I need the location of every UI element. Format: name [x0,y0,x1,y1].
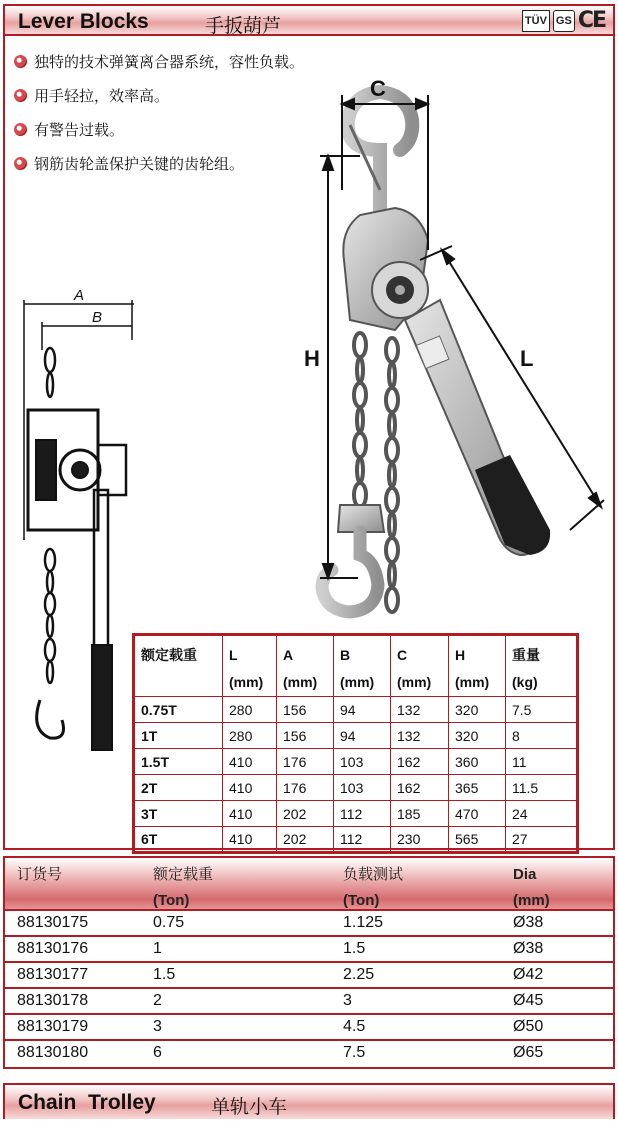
spec-cell: 176 [277,749,334,775]
order-cell: Ø45 [513,992,544,1009]
spec-cell: 202 [277,801,334,827]
dim-label-h: H [304,346,320,371]
dim-label-c: C [370,76,386,101]
spec-cell: 6T [134,827,223,853]
spec-header-unit: (kg) [512,674,538,690]
spec-cell: 280 [223,697,277,723]
table-row [5,935,613,961]
spec-cell: 103 [334,749,391,775]
spec-cell: 103 [334,775,391,801]
dimension-labels-side [73,287,102,326]
table-row [5,1013,613,1039]
spec-cell: 410 [223,827,277,853]
section-title-en: Lever Blocks [18,10,149,33]
spec-header-unit: (mm) [229,674,264,690]
spec-cell: 320 [449,723,506,749]
spec-cell: 24 [506,801,578,827]
order-header-unit: (Ton) [153,892,190,909]
order-header-cell [343,862,403,914]
order-cell: Ø50 [513,1018,544,1035]
spec-cell: 365 [449,775,506,801]
section-header [5,1085,613,1119]
order-cell: 1 [153,940,162,957]
order-header-name: 负载测试 [343,866,404,883]
table-row [5,987,613,1013]
spec-cell: 230 [391,827,449,853]
order-cell: 88130178 [17,992,89,1009]
spec-header-cell [134,635,223,697]
spec-cell: 27 [506,827,578,853]
spec-cell: 410 [223,775,277,801]
dim-label-l: L [520,346,534,371]
order-cell: 1.5 [343,940,366,957]
gs-mark-text: GS [555,14,572,27]
spec-cell: 410 [223,801,277,827]
section-title-zh: 手扳葫芦 [205,16,282,37]
order-cell: 3 [153,1018,162,1035]
table-row [134,697,578,723]
spec-cell: 320 [449,697,506,723]
feature-text: 钢筋齿轮盖保护关键的齿轮组。 [34,155,245,173]
spec-cell: 410 [223,749,277,775]
order-cell: 6 [153,1044,162,1061]
order-cell: 0.75 [153,914,185,931]
spec-cell: 112 [334,827,391,853]
section-title-en: Chain Trolley [18,1091,156,1114]
order-cell: 2.25 [343,966,375,983]
order-cell: 7.5 [343,1044,366,1061]
spec-header-name: 重量 [512,647,540,663]
order-cell: 88130175 [17,914,89,931]
spec-cell: 94 [334,723,391,749]
spec-header-name: C [397,647,408,663]
spec-cell: 2T [134,775,223,801]
spec-header-cell [391,635,449,697]
tuv-mark-text: TÜV [524,14,547,27]
order-cell: 2 [153,992,162,1009]
feature-text: 用手轻拉，效率高。 [34,87,170,105]
table-row [5,909,613,935]
spec-header-cell [449,635,506,697]
spec-header-unit: (mm) [397,674,432,690]
table-row [134,827,578,853]
spec-header-name: A [283,647,294,663]
spec-cell: 11 [506,749,578,775]
order-table [3,856,615,1069]
table-row [5,961,613,987]
feature-text: 有警告过载。 [34,121,125,139]
table-row [134,723,578,749]
spec-header-unit: (mm) [340,674,375,690]
section-title-zh: 单轨小车 [211,1097,288,1118]
order-cell: Ø38 [513,940,544,957]
spec-cell: 132 [391,697,449,723]
spec-header-unit: (mm) [283,674,318,690]
spec-cell: 132 [391,723,449,749]
table-row [5,1039,613,1065]
order-header-name: Dia [513,866,537,883]
table-row [134,775,578,801]
spec-header-name: L [229,647,238,663]
order-table-header [5,858,613,910]
spec-cell: 0.75T [134,697,223,723]
spec-table [132,633,579,854]
spec-cell: 280 [223,723,277,749]
spec-cell: 112 [334,801,391,827]
spec-header-name: H [455,647,466,663]
order-header-unit: (Ton) [343,892,380,909]
spec-header-name: 额定载重 [141,647,197,663]
spec-cell: 156 [277,723,334,749]
side-view-drawing [24,300,134,750]
order-header-cell [17,862,62,888]
order-cell: 88130179 [17,1018,89,1035]
spec-cell: 8 [506,723,578,749]
order-header-name: 额定载重 [153,866,214,883]
order-cell: 1.5 [153,966,176,983]
spec-header-cell [277,635,334,697]
order-cell: Ø38 [513,914,544,931]
spec-header-cell [506,635,578,697]
dim-label-b: B [92,309,103,326]
spec-cell: 156 [277,697,334,723]
spec-header-cell [223,635,277,697]
order-cell: Ø65 [513,1044,544,1061]
lever-block-illustration [322,92,550,612]
order-cell: 88130176 [17,940,89,957]
spec-cell: 470 [449,801,506,827]
spec-cell: 162 [391,775,449,801]
ce-mark: CE [577,8,605,33]
order-header-name: 订货号 [17,866,63,883]
order-cell: 4.5 [343,1018,366,1035]
order-header-cell [513,862,550,914]
order-cell: 3 [343,992,352,1009]
spec-cell: 94 [334,697,391,723]
spec-header-name: B [340,647,351,663]
spec-cell: 565 [449,827,506,853]
spec-header-unit: (mm) [455,674,490,690]
order-header-cell [153,862,213,914]
dim-label-a: A [74,287,85,304]
order-cell: 88130180 [17,1044,89,1061]
spec-table-header-row [134,635,578,697]
spec-cell: 176 [277,775,334,801]
order-cell: 88130177 [17,966,89,983]
spec-cell: 360 [449,749,506,775]
table-row [134,749,578,775]
table-row [134,801,578,827]
spec-cell: 1T [134,723,223,749]
spec-cell: 3T [134,801,223,827]
spec-cell: 162 [391,749,449,775]
spec-cell: 202 [277,827,334,853]
chain-trolley-panel [3,1083,615,1119]
order-cell: Ø42 [513,966,544,983]
feature-text: 独特的技术弹簧离合器系统，容性负载。 [34,53,305,71]
spec-cell: 185 [391,801,449,827]
order-header-unit: (mm) [513,892,550,909]
spec-cell: 7.5 [506,697,578,723]
order-cell: 1.125 [343,914,384,931]
spec-cell: 11.5 [506,775,578,801]
spec-header-cell [334,635,391,697]
spec-cell: 1.5T [134,749,223,775]
